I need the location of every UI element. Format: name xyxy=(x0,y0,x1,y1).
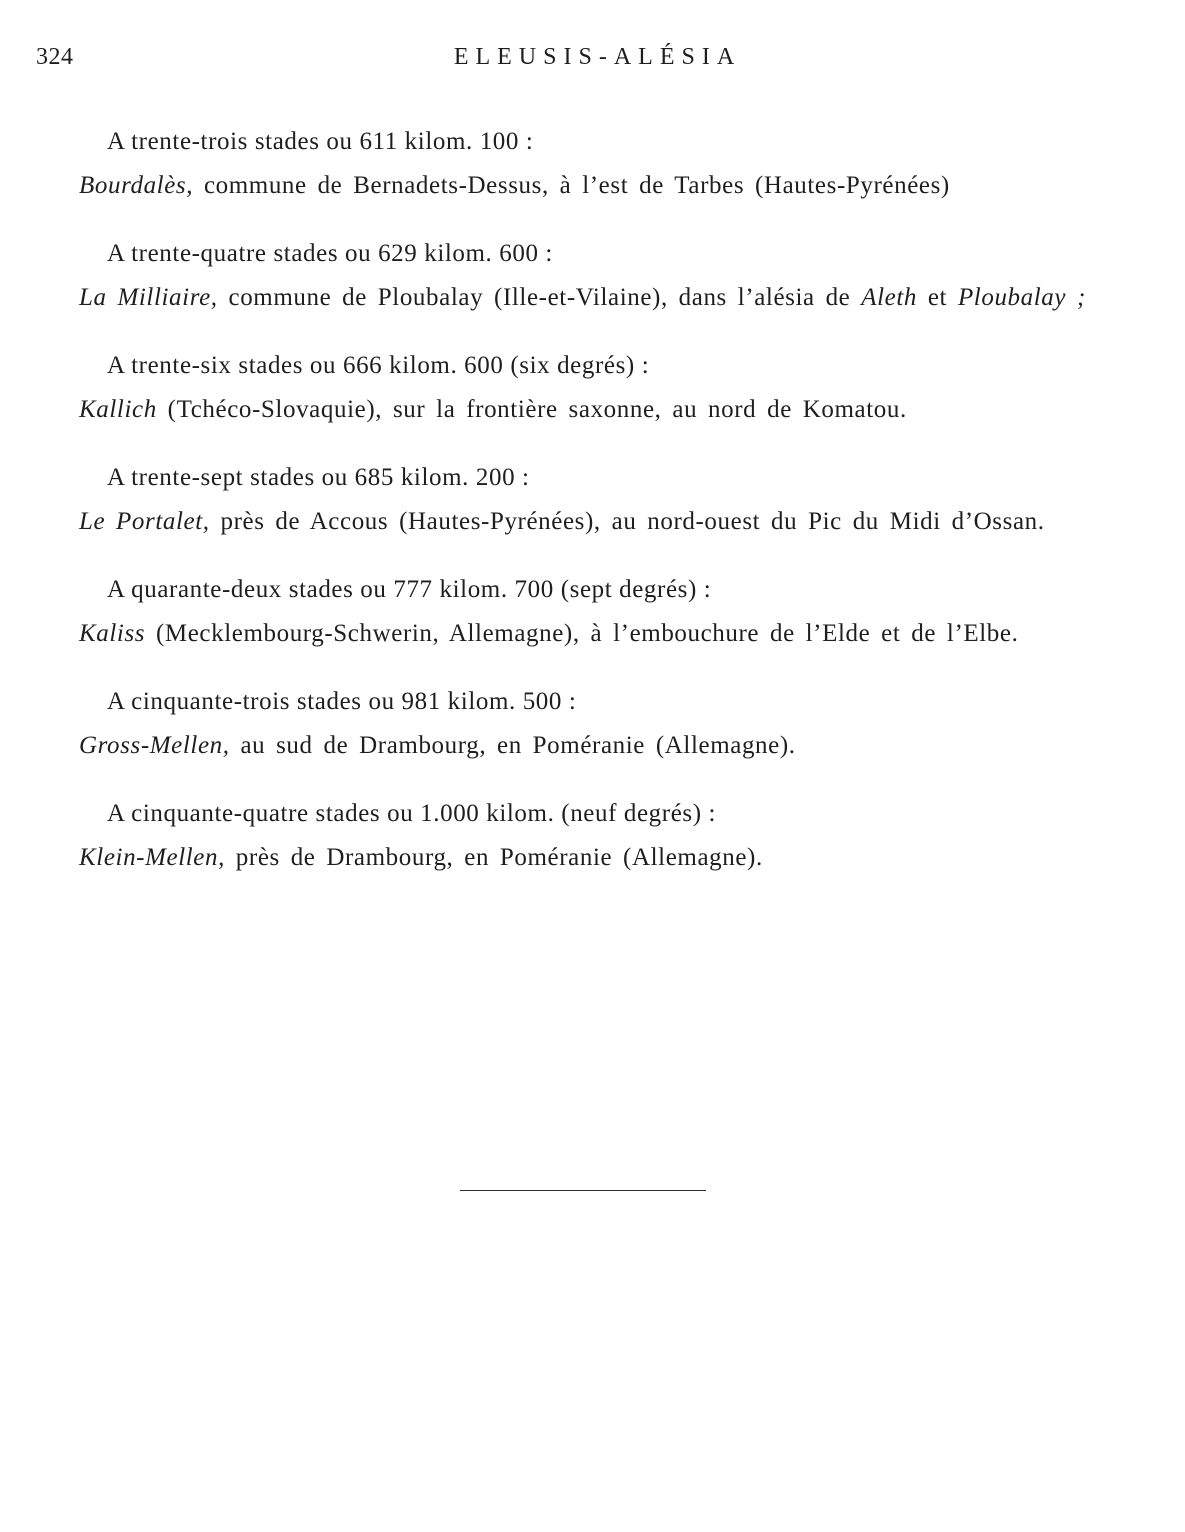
place-description: commune de Ploubalay (Ille-et-Vilaine), dans l’alésia de xyxy=(217,284,862,311)
place-description: (Tchéco-Slovaquie), sur la frontière saxonne, au nord de Komatou. xyxy=(156,396,907,423)
section-end-rule xyxy=(460,1190,706,1191)
distance-line: A trente-trois stades ou 611 kilom. 100 : xyxy=(107,128,534,155)
place-name-italic: Aleth xyxy=(861,284,917,311)
list-item xyxy=(38,344,1148,432)
place-description: près de Accous (Hautes-Pyrénées), au nord-ouest du Pic du Midi d’Ossan. xyxy=(209,508,1045,535)
place-name: Kaliss xyxy=(79,620,146,647)
place-description: au sud de Drambourg, en Poméranie (Allemagne). xyxy=(229,732,796,759)
place-name: Le Portalet, xyxy=(79,508,210,535)
place-line xyxy=(38,500,1148,544)
place-line xyxy=(38,388,1148,432)
place-name: Gross-Mellen, xyxy=(79,732,230,759)
place-name: Kallich xyxy=(79,396,157,423)
place-line xyxy=(38,276,1148,320)
distance-line: A cinquante-trois stades ou 981 kilom. 500 : xyxy=(107,688,577,715)
place-line xyxy=(38,724,1148,768)
place-description: près de Drambourg, en Poméranie (Allemagne). xyxy=(224,844,763,871)
distance-line: A quarante-deux stades ou 777 kilom. 700 (sept degrés) : xyxy=(107,576,712,603)
page-number: 324 xyxy=(36,44,74,70)
list-item xyxy=(38,792,1148,880)
running-title: ELEUSIS-ALÉSIA xyxy=(453,44,742,70)
list-item xyxy=(38,680,1148,768)
list-item xyxy=(38,568,1148,656)
distance-line: A cinquante-quatre stades ou 1.000 kilom. (neuf degrés) : xyxy=(107,800,717,827)
distance-list xyxy=(38,120,1148,904)
place-line xyxy=(38,612,1148,656)
place-line xyxy=(38,836,1148,880)
place-name: La Milliaire, xyxy=(79,284,218,311)
place-description: commune de Bernadets-Dessus, à l’est de Tarbes (Hautes-Pyrénées) xyxy=(193,172,950,199)
place-description: (Mecklembourg-Schwerin, Allemagne), à l’embouchure de l’Elde et de l’Elbe. xyxy=(145,620,1019,647)
distance-line: A trente-quatre stades ou 629 kilom. 600 : xyxy=(107,240,553,267)
list-item xyxy=(38,456,1148,544)
list-item xyxy=(38,120,1148,208)
distance-line: A trente-sept stades ou 685 kilom. 200 : xyxy=(107,464,530,491)
place-line xyxy=(38,164,1148,208)
place-name: Bourdalès, xyxy=(79,172,194,199)
distance-line: A trente-six stades ou 666 kilom. 600 (six degrés) : xyxy=(107,352,650,379)
place-name-italic: Ploubalay ; xyxy=(957,284,1086,311)
place-description-connector: et xyxy=(916,284,958,311)
place-name: Klein-Mellen, xyxy=(79,844,225,871)
list-item xyxy=(38,232,1148,320)
